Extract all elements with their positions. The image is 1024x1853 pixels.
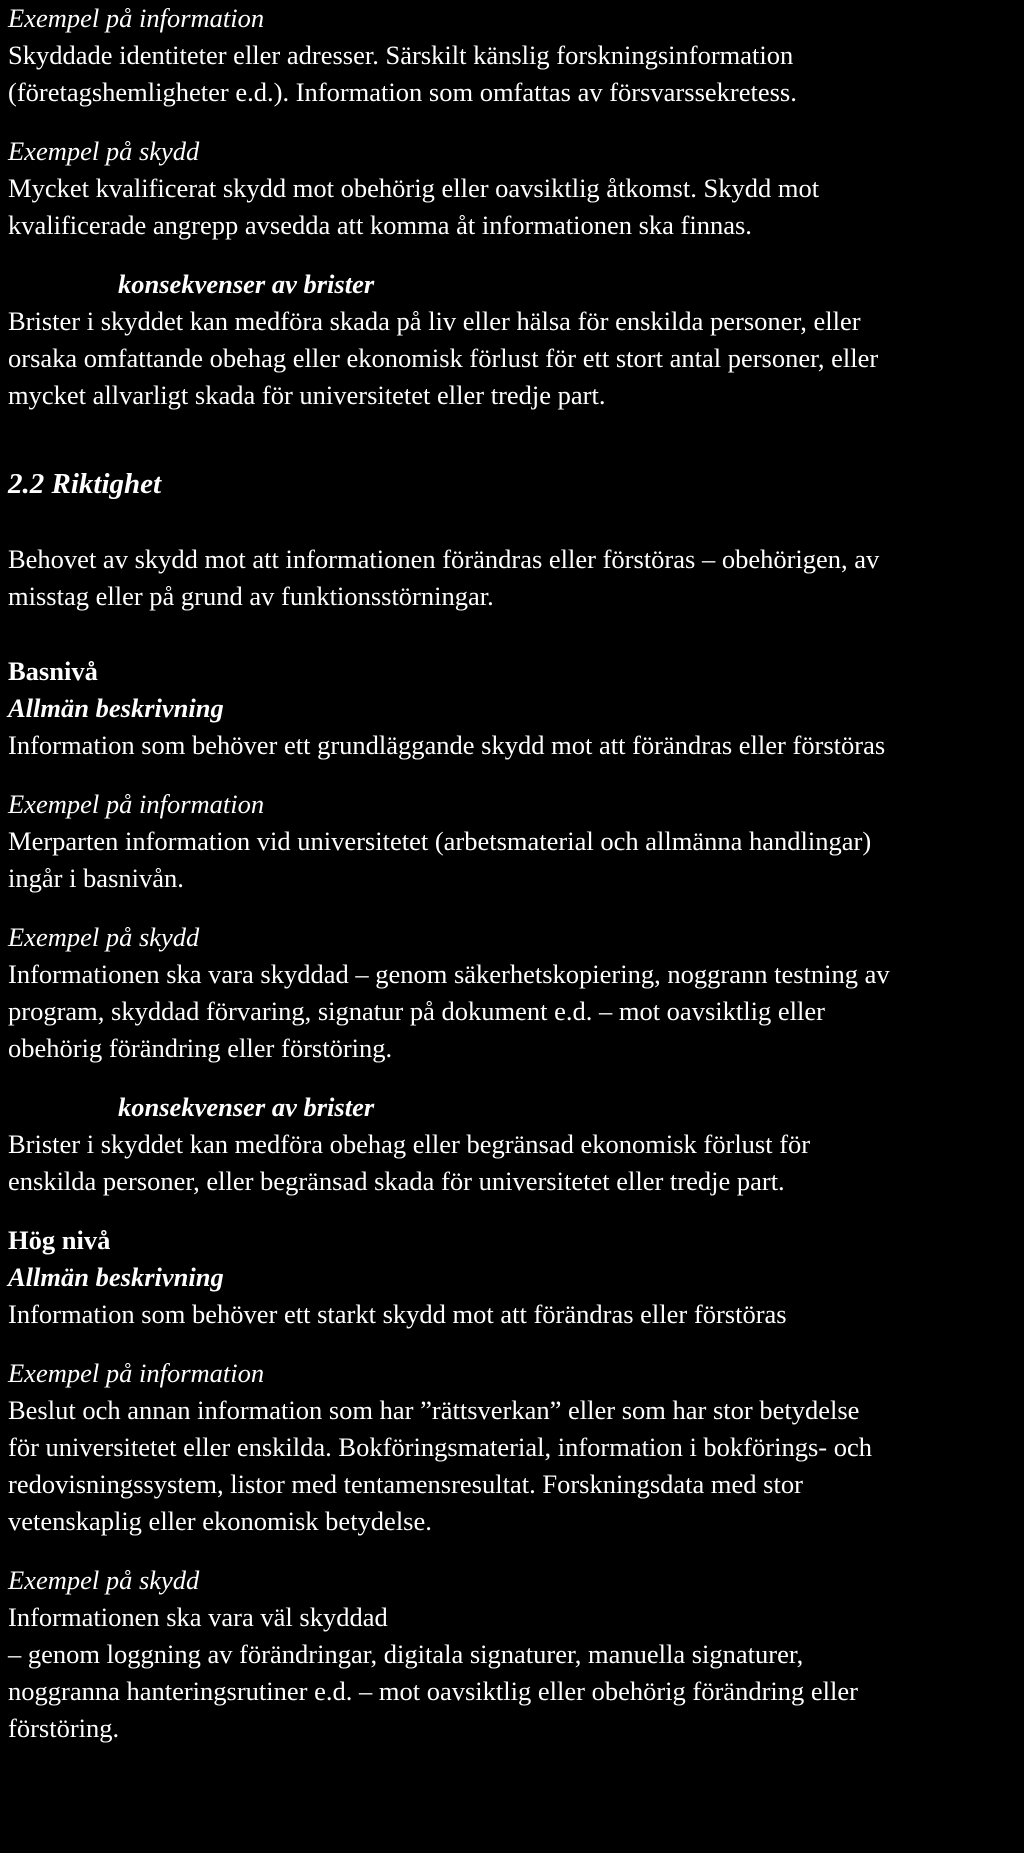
consequences-heading: konsekvenser av brister [118, 1092, 375, 1122]
subheading-bold-italic: Allmän beskrivning [8, 1262, 224, 1292]
paragraph-line: Information som behöver ett starkt skydd mot att förändras eller förstöras [8, 1299, 787, 1329]
paragraph-line: Beslut och annan information som har ”rättsverkan” eller som har stor betydelse [8, 1395, 860, 1425]
subheading-italic: Exempel på skydd [8, 922, 200, 952]
body-paragraph [8, 170, 1018, 244]
paragraph-line: redovisningssystem, listor med tentamensresultat. Forskningsdata med stor [8, 1469, 803, 1499]
paragraph-line: ingår i basnivån. [8, 863, 184, 893]
vertical-gap [8, 1067, 1018, 1089]
vertical-gap [8, 244, 1018, 266]
paragraph-line: – genom loggning av förändringar, digitala signaturer, manuella signaturer, [8, 1639, 804, 1669]
paragraph-line: Informationen ska vara skyddad – genom säkerhetskopiering, noggrann testning av [8, 959, 890, 989]
vertical-gap [8, 764, 1018, 786]
paragraph-line: program, skyddad förvaring, signatur på dokument e.d. – mot oavsiktlig eller [8, 996, 825, 1026]
vertical-gap [8, 897, 1018, 919]
vertical-gap [8, 1540, 1018, 1562]
paragraph-line: vetenskaplig eller ekonomisk betydelse. [8, 1506, 432, 1536]
paragraph-line: Behovet av skydd mot att informationen förändras eller förstöras – obehörigen, av [8, 544, 880, 574]
body-paragraph [8, 303, 1018, 414]
paragraph-line: (företagshemligheter e.d.). Information som omfattas av försvarssekretess. [8, 77, 797, 107]
body-paragraph [8, 823, 1018, 897]
subheading-italic: Exempel på information [8, 1358, 265, 1388]
paragraph-line: Informationen ska vara väl skyddad [8, 1602, 388, 1632]
paragraph-line: obehörig förändring eller förstöring. [8, 1033, 393, 1063]
consequences-heading: konsekvenser av brister [118, 269, 375, 299]
paragraph-line: Brister i skyddet kan medföra obehag eller begränsad ekonomisk förlust för [8, 1129, 811, 1159]
body-paragraph [8, 1296, 1018, 1333]
paragraph-line: Mycket kvalificerat skydd mot obehörig eller oavsiktlig åtkomst. Skydd mot [8, 173, 820, 203]
vertical-gap [8, 503, 1018, 541]
paragraph-line: Information som behöver ett grundläggande skydd mot att förändras eller förstöras [8, 730, 886, 760]
body-paragraph [8, 1599, 1018, 1747]
vertical-gap [8, 1200, 1018, 1222]
subheading-italic: Exempel på skydd [8, 136, 200, 166]
vertical-gap [8, 1333, 1018, 1355]
paragraph-line: enskilda personer, eller begränsad skada för universitetet eller tredje part. [8, 1166, 785, 1196]
paragraph-line: förstöring. [8, 1713, 120, 1743]
body-paragraph [8, 37, 1018, 111]
body-paragraph [8, 1392, 1018, 1540]
level-heading: Hög nivå [8, 1225, 111, 1255]
subheading-italic: Exempel på information [8, 789, 265, 819]
paragraph-line: Merparten information vid universitetet (arbetsmaterial och allmänna handlingar) [8, 826, 872, 856]
paragraph-line: mycket allvarligt skada för universitetet eller tredje part. [8, 380, 606, 410]
body-paragraph [8, 727, 1018, 764]
subheading-italic: Exempel på information [8, 3, 265, 33]
paragraph-line: för universitetet eller enskilda. Bokföringsmaterial, information i bokförings- och [8, 1432, 872, 1462]
vertical-gap [8, 111, 1018, 133]
subheading-italic: Exempel på skydd [8, 1565, 200, 1595]
body-paragraph [8, 1126, 1018, 1200]
document-page [8, 0, 1018, 1747]
paragraph-line: misstag eller på grund av funktionsstörningar. [8, 581, 494, 611]
paragraph-line: Skyddade identiteter eller adresser. Särskilt känslig forskningsinformation [8, 40, 794, 70]
section-title: 2.2 Riktighet [8, 468, 162, 500]
paragraph-line: kvalificerade angrepp avsedda att komma åt informationen ska finnas. [8, 210, 752, 240]
paragraph-line: Brister i skyddet kan medföra skada på liv eller hälsa för enskilda personer, eller [8, 306, 861, 336]
vertical-gap [8, 414, 1018, 466]
paragraph-line: orsaka omfattande obehag eller ekonomisk förlust för ett stort antal personer, eller [8, 343, 879, 373]
subheading-bold-italic: Allmän beskrivning [8, 693, 224, 723]
body-paragraph [8, 541, 1018, 615]
paragraph-line: noggranna hanteringsrutiner e.d. – mot oavsiktlig eller obehörig förändring eller [8, 1676, 858, 1706]
vertical-gap [8, 615, 1018, 653]
level-heading: Basnivå [8, 656, 98, 686]
body-paragraph [8, 956, 1018, 1067]
